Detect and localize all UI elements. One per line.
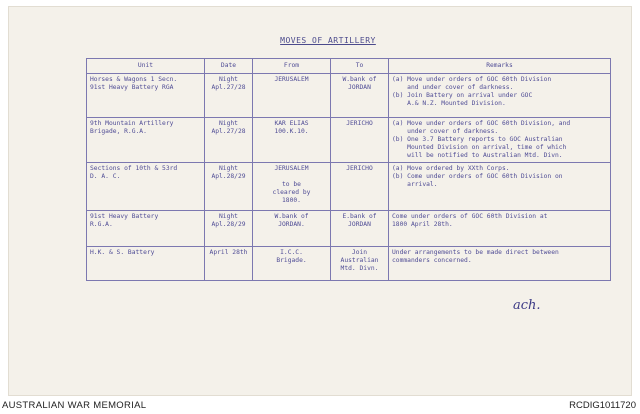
cell-from-line: 100.K.10. — [274, 128, 309, 135]
cell-remarks-line: (b) One 3.7 Battery reports to GOC Australian — [392, 136, 563, 143]
cell-remarks-line: Come under orders of GOC 60th Division at — [392, 213, 548, 220]
cell-to-line: Australian — [340, 257, 379, 264]
cell-to-line: JORDAN — [348, 84, 371, 91]
cell-unit-line: Brigade, R.G.A. — [90, 128, 147, 135]
cell-from — [253, 118, 331, 163]
cell-remarks-line: (b) Come under orders of GOC 60th Division on — [392, 173, 563, 180]
cell-remarks-line: (b) Join Battery on arrival under GOC — [392, 92, 533, 99]
table-row — [87, 163, 611, 211]
table-row — [87, 211, 611, 247]
footer-institution: AUSTRALIAN WAR MEMORIAL — [2, 400, 147, 411]
cell-from-line: I.C.C. — [280, 249, 303, 256]
cell-from — [253, 211, 331, 247]
cell-unit-line: D. A. C. — [90, 173, 121, 180]
cell-date — [205, 118, 253, 163]
document-page — [8, 6, 632, 396]
cell-unit — [87, 118, 205, 163]
cell-remarks-line: (a) Move ordered by XXth Corps. — [392, 165, 510, 172]
cell-date — [205, 247, 253, 281]
cell-from — [253, 247, 331, 281]
cell-date — [205, 163, 253, 211]
header-from: From — [253, 59, 331, 74]
cell-unit-line: Sections of 10th & 53rd — [90, 165, 178, 172]
cell-from — [253, 163, 331, 211]
cell-to-line: W.bank of — [342, 76, 377, 83]
cell-remarks — [389, 118, 611, 163]
cell-date — [205, 74, 253, 118]
header-date: Date — [205, 59, 253, 74]
cell-to-line: JERICHO — [346, 165, 373, 172]
table-header-row — [87, 59, 611, 74]
cell-to-line: E.bank of — [342, 213, 377, 220]
cell-from-line — [256, 173, 327, 181]
cell-date — [205, 211, 253, 247]
cell-remarks-line: arrival. — [392, 181, 438, 188]
document-title: MOVES OF ARTILLERY — [280, 36, 376, 45]
table-body — [87, 74, 611, 281]
cell-unit — [87, 74, 205, 118]
cell-from-line: JERUSALEM — [274, 76, 309, 83]
cell-date-line: Apl.27/28 — [211, 84, 246, 91]
cell-to — [331, 211, 389, 247]
cell-remarks-line: Under arrangements to be made direct between — [392, 249, 559, 256]
cell-from — [253, 74, 331, 118]
cell-to-line: JERICHO — [346, 120, 373, 127]
cell-date-line: Apl.27/28 — [211, 128, 246, 135]
cell-from-line: Brigade. — [276, 257, 307, 264]
cell-remarks-line: A.& N.Z. Mounted Division. — [392, 100, 506, 107]
cell-unit — [87, 247, 205, 281]
cell-unit — [87, 211, 205, 247]
cell-unit-line: 91st Heavy Battery RGA — [90, 84, 174, 91]
table-row — [87, 118, 611, 163]
cell-remarks — [389, 247, 611, 281]
cell-to-line: JORDAN — [348, 221, 371, 228]
cell-to — [331, 74, 389, 118]
cell-date-line: Apl.28/29 — [211, 173, 246, 180]
cell-date-line: Night — [219, 120, 238, 127]
cell-from-line: JERUSALEM — [274, 165, 309, 172]
cell-date-line: Night — [219, 213, 238, 220]
cell-from-line: 1800. — [282, 197, 301, 204]
cell-unit-line: 9th Mountain Artillery — [90, 120, 174, 127]
cell-remarks — [389, 211, 611, 247]
cell-to — [331, 247, 389, 281]
cell-unit-line: Horses & Wagons 1 Secn. — [90, 76, 178, 83]
cell-date-line: Night — [219, 165, 238, 172]
cell-to — [331, 118, 389, 163]
cell-remarks-line: Mounted Division on arrival, time of which — [392, 144, 567, 151]
cell-unit-line: 91st Heavy Battery — [90, 213, 159, 220]
table-row — [87, 247, 611, 281]
cell-from-line: to be — [282, 181, 301, 188]
header-unit: Unit — [87, 59, 205, 74]
cell-date-line: April 28th — [209, 249, 248, 256]
cell-from-line: KAR ELIAS — [274, 120, 309, 127]
header-remarks: Remarks — [389, 59, 611, 74]
cell-unit — [87, 163, 205, 211]
cell-remarks — [389, 74, 611, 118]
handwritten-initials: ach. — [513, 298, 541, 313]
cell-date-line: Night — [219, 76, 238, 83]
footer-bar — [0, 398, 640, 414]
cell-unit-line: R.G.A. — [90, 221, 113, 228]
cell-to — [331, 163, 389, 211]
cell-remarks — [389, 163, 611, 211]
cell-remarks-line: and under cover of darkness. — [392, 84, 514, 91]
cell-to-line: Join — [351, 249, 368, 256]
cell-from-line: cleared by — [272, 189, 311, 196]
header-to: To — [331, 59, 389, 74]
cell-remarks-line: (a) Move under orders of GOC 60th Division, and — [392, 120, 571, 127]
cell-unit-line: H.K. & S. Battery — [90, 249, 155, 256]
table-row — [87, 74, 611, 118]
cell-remarks-line: commanders concerned. — [392, 257, 472, 264]
cell-date-line: Apl.28/29 — [211, 221, 246, 228]
cell-remarks-line: under cover of darkness. — [392, 128, 499, 135]
cell-from-line: JORDAN. — [278, 221, 305, 228]
moves-table — [86, 58, 611, 281]
cell-remarks-line: 1800 April 28th. — [392, 221, 453, 228]
cell-remarks-line: (a) Move under orders of GOC 60th Division — [392, 76, 552, 83]
footer-record-id: RCDIG1011720 — [569, 400, 636, 411]
cell-to-line: Mtd. Divn. — [340, 265, 379, 272]
cell-remarks-line: will be notified to Australian Mtd. Divn. — [392, 152, 563, 159]
cell-from-line: W.bank of — [274, 213, 309, 220]
